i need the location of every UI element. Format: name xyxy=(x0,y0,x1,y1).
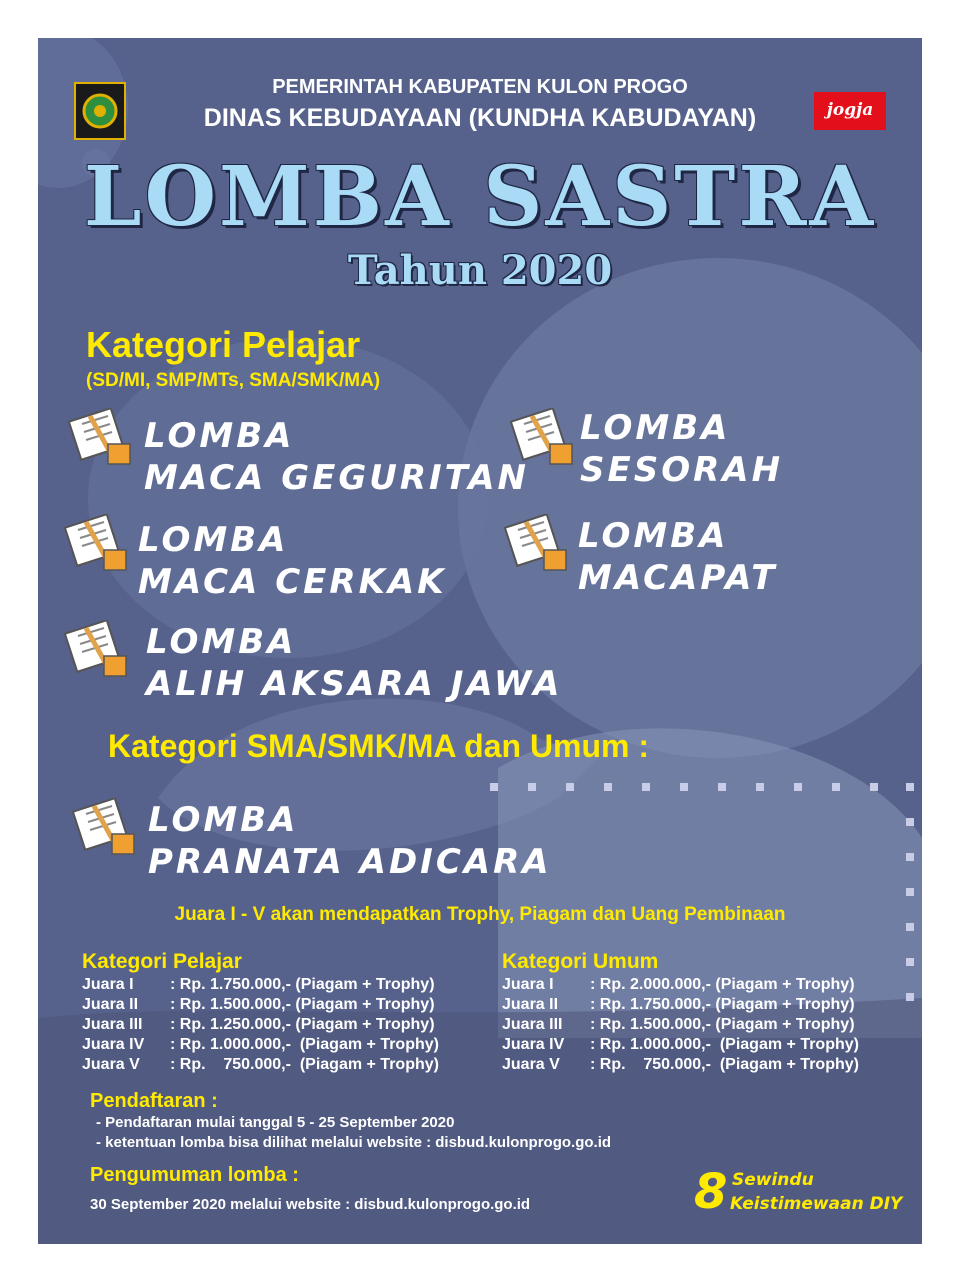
prize-row xyxy=(502,996,859,1016)
badge-line-1: Sewindu xyxy=(732,1170,814,1190)
prize-amount: : Rp. 1.750.000,- (Piagam + Trophy) xyxy=(170,976,435,993)
poster xyxy=(38,38,922,1244)
category-pelajar-title: Kategori Pelajar xyxy=(86,324,361,365)
prize-amount: : Rp. 2.000.000,- (Piagam + Trophy) xyxy=(590,976,855,993)
competition-line-1: LOMBA xyxy=(148,800,299,840)
prize-row xyxy=(502,1056,859,1076)
prize-row xyxy=(82,1016,439,1036)
header-line-1: PEMERINTAH KABUPATEN KULON PROGO xyxy=(272,76,688,98)
prize-rank: Juara IV xyxy=(502,1036,565,1053)
page-year: Tahun 2020 xyxy=(347,247,613,294)
competition-item xyxy=(64,514,504,614)
prize-amount: : Rp. 1.500.000,- (Piagam + Trophy) xyxy=(170,996,435,1013)
prize-row xyxy=(82,996,439,1016)
prize-amount: : Rp. 1.500.000,- (Piagam + Trophy) xyxy=(590,1016,855,1033)
prize-amount: : Rp. 1.750.000,- (Piagam + Trophy) xyxy=(590,996,855,1013)
prize-rank: Juara IV xyxy=(82,1036,145,1053)
competition-item xyxy=(72,798,592,898)
badge-number: 8 xyxy=(694,1164,728,1220)
sewindu-badge xyxy=(694,1166,904,1222)
competition-line-2: MACA CERKAK xyxy=(138,562,447,602)
competition-item xyxy=(510,408,890,508)
prize-rank: Juara I xyxy=(82,976,134,993)
jogja-logo-text: jogja xyxy=(826,100,874,120)
competition-line-1: LOMBA xyxy=(580,408,731,448)
competition-line-2: ALIH AKSARA JAWA xyxy=(146,664,563,704)
prize-rank: Juara III xyxy=(82,1016,143,1033)
competition-line-2: MACA GEGURITAN xyxy=(144,458,530,498)
prize-amount: : Rp. 1.250.000,- (Piagam + Trophy) xyxy=(170,1016,435,1033)
prize-row xyxy=(82,976,439,996)
prize-table-title: Kategori Umum xyxy=(502,950,659,973)
prize-rank: Juara II xyxy=(82,996,139,1013)
category-pelajar-subtitle: (SD/MI, SMP/MTs, SMA/SMK/MA) xyxy=(86,370,381,391)
header-line-2: DINAS KEBUDAYAAN (KUNDHA KABUDAYAN) xyxy=(203,104,757,132)
competition-item xyxy=(64,620,604,720)
prize-rank: Juara III xyxy=(502,1016,563,1033)
prize-row xyxy=(82,1036,439,1056)
prize-table-title: Kategori Pelajar xyxy=(82,950,242,973)
competition-line-1: LOMBA xyxy=(578,516,729,556)
prize-row xyxy=(82,1056,439,1076)
document-pencil-icon xyxy=(68,408,140,470)
competition-line-2: SESORAH xyxy=(580,450,784,490)
competition-line-1: LOMBA xyxy=(138,520,289,560)
registration-line: - Pendaftaran mulai tanggal 5 - 25 September 2020 xyxy=(96,1114,455,1131)
competition-line-1: LOMBA xyxy=(144,416,295,456)
prize-amount: : Rp. 750.000,- (Piagam + Trophy) xyxy=(170,1056,439,1073)
jogja-logo xyxy=(814,92,886,130)
prize-rank: Juara V xyxy=(502,1056,560,1073)
competition-line-2: PRANATA ADICARA xyxy=(148,842,552,882)
prize-rank: Juara V xyxy=(82,1056,140,1073)
competition-item xyxy=(68,408,530,508)
prize-rank: Juara I xyxy=(502,976,554,993)
competition-line-2: MACAPAT xyxy=(578,558,778,598)
registration-line: - ketentuan lomba bisa dilihat melalui website : disbud.kulonprogo.go.id xyxy=(96,1134,612,1151)
prize-amount: : Rp. 750.000,- (Piagam + Trophy) xyxy=(590,1056,859,1073)
prize-row xyxy=(502,1016,859,1036)
document-pencil-icon xyxy=(72,798,144,860)
document-pencil-icon xyxy=(510,408,582,470)
prize-row xyxy=(502,976,859,996)
prize-line: Juara I - V akan mendapatkan Trophy, Piagam dan Uang Pembinaan xyxy=(174,904,786,925)
prize-rank: Juara II xyxy=(502,996,559,1013)
competition-line-1: LOMBA xyxy=(146,622,297,662)
prize-amount: : Rp. 1.000.000,- (Piagam + Trophy) xyxy=(590,1036,859,1053)
page-title: LOMBA SASTRA xyxy=(83,149,877,245)
badge-line-2: Keistimewaan DIY xyxy=(730,1194,903,1214)
prize-table-umum xyxy=(502,950,859,1076)
announcement-text: 30 September 2020 melalui website : disbud.kulonprogo.go.id xyxy=(90,1196,531,1213)
document-pencil-icon xyxy=(64,514,136,576)
competition-item xyxy=(504,514,884,614)
document-pencil-icon xyxy=(64,620,136,682)
prize-row xyxy=(502,1036,859,1056)
prize-amount: : Rp. 1.000.000,- (Piagam + Trophy) xyxy=(170,1036,439,1053)
document-pencil-icon xyxy=(504,514,576,576)
announcement-title: Pengumuman lomba : xyxy=(90,1164,299,1186)
prize-table-pelajar xyxy=(82,950,439,1076)
category-umum-title: Kategori SMA/SMK/MA dan Umum : xyxy=(108,728,650,764)
registration-title: Pendaftaran : xyxy=(90,1090,218,1112)
